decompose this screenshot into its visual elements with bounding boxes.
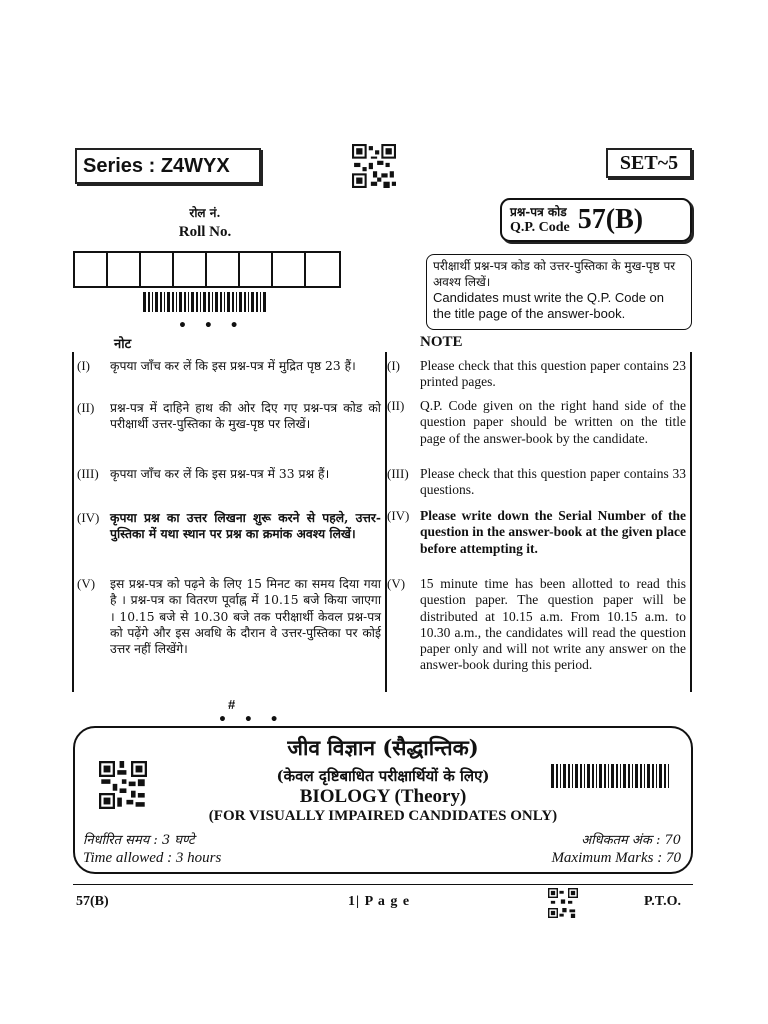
roll-digit-box: [207, 253, 240, 286]
roll-no-label-hindi: रोल नं.: [189, 206, 221, 220]
series-label: Series : Z4WYX: [75, 148, 261, 184]
note-item-hindi: [74, 510, 385, 543]
note-number: (I): [387, 358, 400, 373]
note-item: [384, 466, 690, 499]
note-number: (III): [77, 466, 99, 481]
note-text: Please check that this question paper contains 33 questions.: [420, 466, 686, 498]
hash-mark: #: [228, 697, 236, 712]
note-text: 15 minute time has been allotted to read this question paper. The question paper will be distributed at 10.15 a.m. From 10.15 a.m. to 10.30 a.m., the candidates will read the question paper only and will not write any answer on the answer-book during this period.: [420, 576, 686, 673]
candidate-instruction-box: [426, 254, 692, 330]
qr-code-icon: [99, 761, 147, 809]
note-text-hindi: इस प्रश्न-पत्र को पढ़ने के लिए 15 मिनट का समय दिया गया है । प्रश्न-पत्र का वितरण पूर्वाह्न में 10.15 बजे किया जाएगा । 10.15 बजे से 10.30 बजे तक परीक्षार्थी केवल प्रश्न-पत्र को पढ़ेंगे और इस अवधि के दौरान वे उत्तर-पुस्तिका पर कोई उत्तर नहीं लिखेंगे।: [110, 577, 381, 657]
note-number: (V): [387, 576, 406, 591]
roll-digit-box: [306, 253, 339, 286]
qp-code-box: [500, 198, 692, 242]
note-text: Please check that this question paper contains 23 printed pages.: [420, 358, 686, 390]
roll-number-boxes: [73, 251, 341, 288]
note-number: (V): [77, 576, 96, 591]
candidate-instruction-english: Candidates must write the Q.P. Code on the title page of the answer-book.: [433, 290, 664, 321]
note-text-hindi: प्रश्न-पत्र में दाहिने हाथ की ओर दिए गए प्रश्न-पत्र कोड को परीक्षार्थी उत्तर-पुस्तिका के मुख-पृष्ठ पर लिखें।: [110, 401, 381, 432]
roll-no-label: Roll No.: [178, 224, 232, 240]
note-item-hindi: [74, 466, 385, 482]
notes-hindi-column: [72, 352, 387, 692]
separator-dots: • • •: [178, 318, 245, 334]
subject-panel: [73, 726, 693, 874]
notes-english-column: [384, 352, 692, 692]
candidate-instruction-hindi: परीक्षार्थी प्रश्न-पत्र कोड को उत्तर-पुस्तिका के मुख-पृष्ठ पर अवश्य लिखें।: [433, 259, 676, 289]
note-item: [384, 358, 690, 391]
note-number: (IV): [387, 508, 410, 523]
please-turn-over: P.T.O.: [644, 894, 681, 909]
note-heading: NOTE: [420, 334, 463, 350]
note-item: [384, 576, 690, 674]
note-item: [384, 398, 690, 447]
note-text: Please write down the Serial Number of the question in the answer-book at the given place before attempting it.: [420, 508, 686, 556]
page-number: 1| P a g e: [348, 894, 411, 909]
note-item-hindi: [74, 358, 385, 374]
note-text: Q.P. Code given on the right hand side of the question paper should be written on the title page of the answer-book by the candidate.: [420, 398, 686, 446]
note-item: [384, 508, 690, 557]
note-number: (I): [77, 358, 90, 373]
note-text-hindi: कृपया प्रश्न का उत्तर लिखना शुरू करने से पहले, उत्तर-पुस्तिका में यथा स्थान पर प्रश्न का क्रमांक अवश्य लिखें।: [110, 510, 381, 542]
note-text-hindi: कृपया जाँच कर लें कि इस प्रश्न-पत्र में 33 प्रश्न हैं।: [110, 467, 330, 481]
subject-subtitle: (FOR VISUALLY IMPAIRED CANDIDATES ONLY): [208, 808, 558, 824]
separator-dots: • • •: [218, 712, 285, 728]
set-label: SET~5: [606, 148, 692, 178]
qp-code-value: 57(B): [577, 204, 644, 235]
note-heading-hindi: नोट: [114, 337, 132, 352]
note-item-hindi: [74, 400, 385, 433]
qr-code-icon: [352, 144, 396, 188]
qr-code-icon: [548, 888, 578, 918]
note-item-hindi: [74, 576, 385, 657]
qp-code-label-hindi: प्रश्न-पत्र कोड: [510, 205, 567, 219]
barcode-icon: [143, 292, 267, 312]
subject-subtitle-hindi: (केवल दृष्टिबाधित परीक्षार्थियों के लिए): [276, 767, 490, 785]
maximum-marks-hindi: अधिकतम अंक : 70: [581, 833, 681, 848]
roll-digit-box: [273, 253, 306, 286]
roll-digit-box: [75, 253, 108, 286]
footer-divider: [73, 884, 693, 885]
note-number: (II): [387, 398, 405, 413]
subject-title-hindi: जीव विज्ञान (सैद्धान्तिक): [287, 735, 479, 760]
time-allowed-hindi: निर्धारित समय : 3 घण्टे: [83, 833, 195, 848]
roll-digit-box: [108, 253, 141, 286]
roll-digit-box: [174, 253, 207, 286]
roll-digit-box: [240, 253, 273, 286]
subject-title: BIOLOGY (Theory): [299, 786, 467, 807]
note-number: (IV): [77, 510, 100, 525]
note-number: (II): [77, 400, 95, 415]
time-allowed: Time allowed : 3 hours: [83, 850, 222, 866]
roll-digit-box: [141, 253, 174, 286]
note-number: (III): [387, 466, 409, 481]
note-text-hindi: कृपया जाँच कर लें कि इस प्रश्न-पत्र में मुद्रित पृष्ठ 23 हैं।: [110, 359, 356, 373]
barcode-icon: [551, 764, 671, 788]
footer-qp-code: 57(B): [76, 894, 109, 909]
qp-code-label: Q.P. Code: [510, 220, 570, 235]
maximum-marks: Maximum Marks : 70: [551, 850, 681, 866]
